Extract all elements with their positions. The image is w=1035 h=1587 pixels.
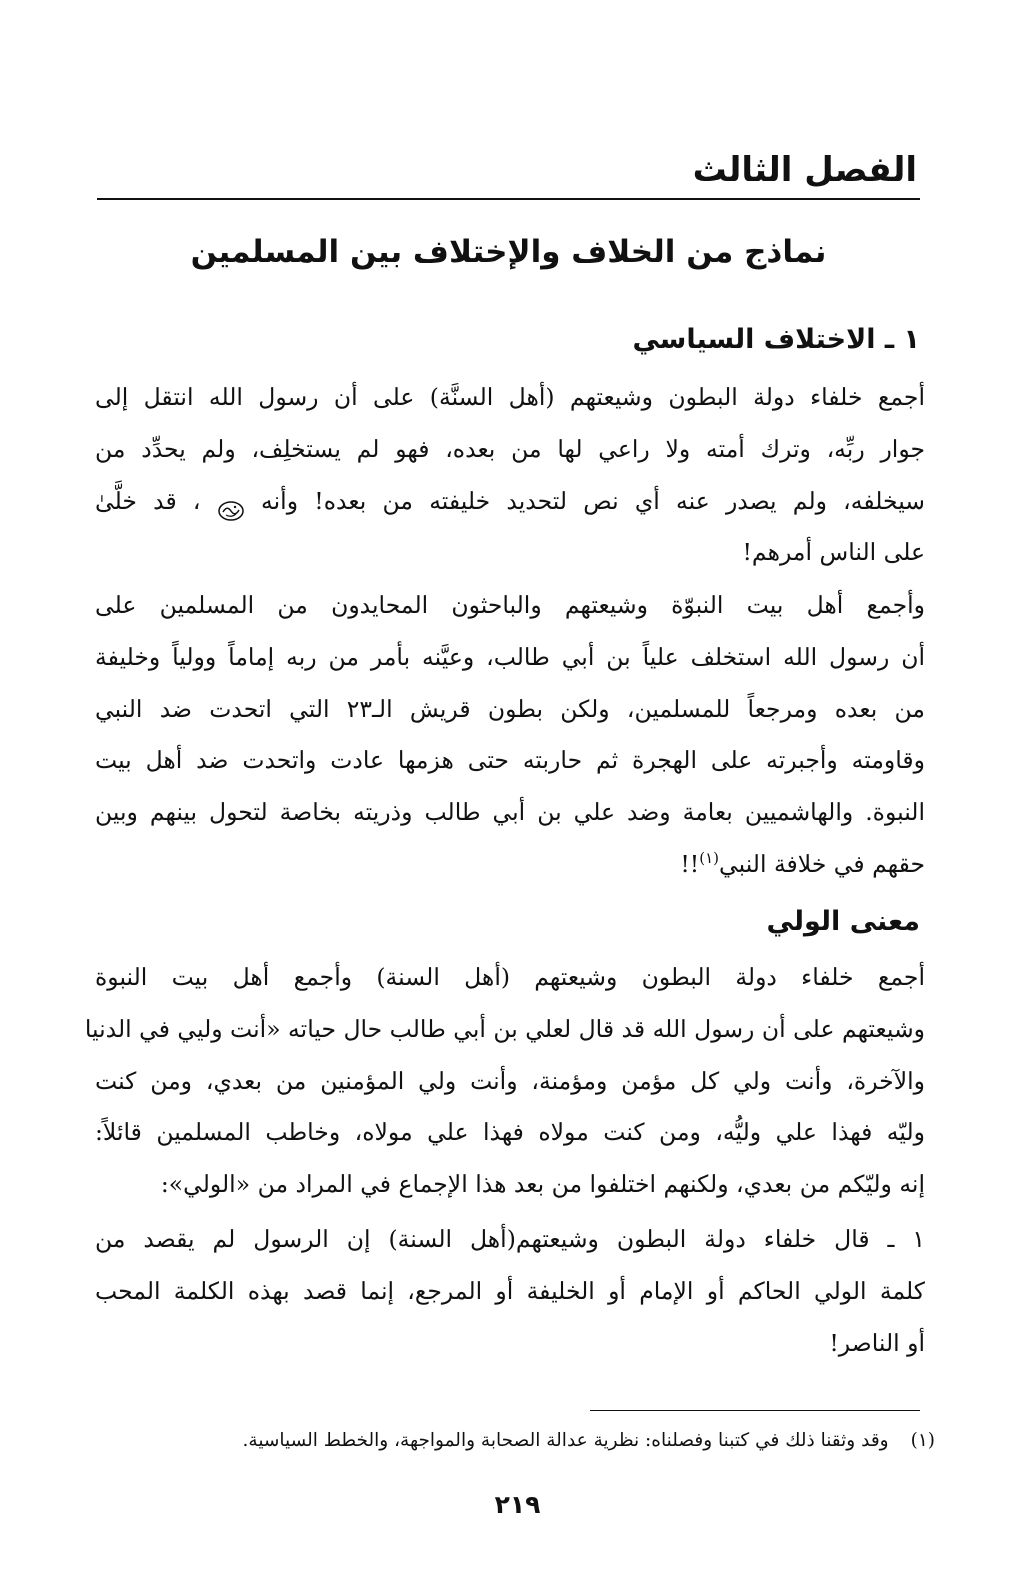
salawat-seal-icon (217, 490, 245, 514)
footnote-number: (١) (910, 1430, 935, 1451)
paragraph-line: النبوة. والهاشميين بعامة وضد علي بن أبي طالب وذريته بخاصة لتحول بينهم وبين (95, 798, 925, 827)
main-title: نماذج من الخلاف والإختلاف بين المسلمين (190, 234, 827, 270)
paragraph-line: أجمع خلفاء دولة البطون وشيعتهم (أهل السنَّة) على أن رسول الله انتقل إلى (95, 383, 925, 411)
paragraph-line: أو الناصر! (829, 1328, 925, 1357)
header-rule (97, 198, 920, 200)
paragraph-4 (95, 1214, 925, 1369)
footnote (115, 1425, 935, 1457)
paragraph-text: سيخلفه، ولم يصدر عنه أي نص لتحديد خليفته من بعده! وأنه (261, 486, 925, 515)
paragraph-1 (95, 372, 925, 579)
paragraph-line: والآخرة، وأنت ولي كل مؤمن ومؤمنة، وأنت ولي المؤمنين من بعدي، ومن كنت (95, 1066, 925, 1095)
paragraph-line: كلمة الولي الحاكم أو الإمام أو الخليفة أو المرجع، إنما قصد بهذه الكلمة المحب (95, 1276, 925, 1305)
paragraph-line: من بعده ومرجعاً للمسلمين، ولكن بطون قريش الـ٢٣ التي اتحدت ضد النبي (95, 694, 925, 723)
paragraph-line: جوار ربِّه، وترك أمته ولا راعي لها من بعده، فهو لم يستخلِف، ولم يحدِّد من (95, 434, 925, 463)
footnote-text: وقد وثقنا ذلك في كتبنا وفصلناه: نظرية عدالة الصحابة والمواجهة، والخطط السياسية. (242, 1430, 889, 1451)
chapter-title: الفصل الثالث (692, 150, 917, 190)
paragraph-text: ، قد خلَّىٰ (95, 486, 201, 515)
paragraph-2 (95, 580, 925, 891)
paragraph-line: ١ ـ قال خلفاء دولة البطون وشيعتهم(أهل السنة) إن الرسول لم يقصد من (95, 1225, 925, 1253)
section-heading-political: ١ ـ الاختلاف السياسي (632, 324, 920, 355)
paragraph-line: وليّه فهذا علي وليُّه، ومن كنت مولاه فهذا علي مولاه، وخاطب المسلمين قائلاً: (95, 1118, 925, 1147)
paragraph-line: إنه وليّكم من بعدي، ولكنهم اختلفوا من بعد هذا الإجماع في المراد من «الولي»: (160, 1170, 925, 1199)
paragraph-line: وشيعتهم على أن رسول الله قد قال لعلي بن أبي طالب حال حياته «أنت وليي في الدنيا (84, 1014, 925, 1043)
paragraph-text: !! (680, 849, 700, 878)
paragraph-line: وأجمع أهل بيت النبوّة وشيعتهم والباحثون المحايدون من المسلمين على (95, 591, 925, 619)
paragraph-line: وقاومته وأجبرته على الهجرة ثم حاربته حتى هزمها عادت واتحدت ضد أهل بيت (95, 746, 925, 775)
footnote-rule (590, 1410, 920, 1411)
paragraph-3 (84, 952, 925, 1211)
paragraph-text: حقهم في خلافة النبي (719, 849, 925, 878)
paragraph-line: على الناس أمرهم! (742, 538, 925, 567)
footnote-reference[interactable]: (١) (699, 849, 720, 868)
paragraph-line: أجمع خلفاء دولة البطون وشيعتهم (أهل السنة) وأجمع أهل بيت النبوة (95, 963, 925, 991)
page-number: ٢١٩ (494, 1490, 541, 1519)
paragraph-line: أن رسول الله استخلف علياً بن أبي طالب، وعيَّنه بأمر من ربه إماماً وولياً وخليفة (95, 642, 925, 671)
paragraph-line (95, 839, 925, 891)
paragraph-line (95, 476, 925, 528)
section-heading-wali: معنى الولي (766, 906, 920, 937)
